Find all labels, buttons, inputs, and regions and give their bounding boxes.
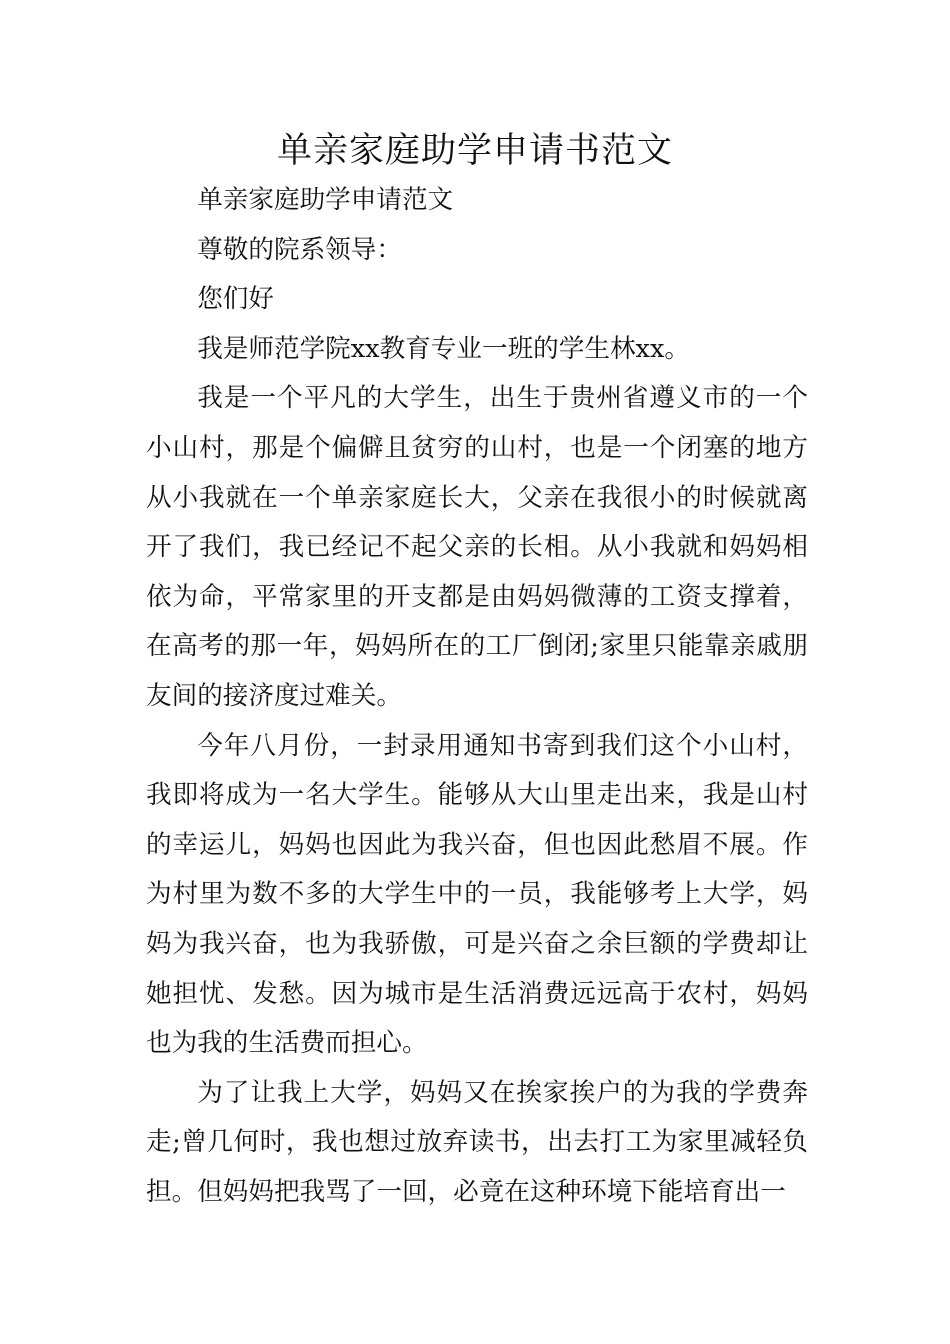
document-body [146,176,808,1217]
paragraph-admission: 今年八月份，一封录用通知书寄到我们这个小山村，我即将成为一名大学生。能够从大山里走出来，我是山村的幸运儿，妈妈也因此为我兴奋，但也因此愁眉不展。作为村里为数不多的大学生中的一员，我能够考上大学，妈妈为我兴奋，也为我骄傲，可是兴奋之余巨额的学费却让她担忧、发愁。因为城市是生活消费远远高于农村，妈妈也为我的生活费而担心。 [146,730,808,1059]
paragraph-salutation: 尊敬的院系领导： [197,234,402,265]
paragraph-background: 我是一个平凡的大学生，出生于贵州省遵义市的一个小山村，那是个偏僻且贫穷的山村，也是一个闭塞的地方从小我就在一个单亲家庭长大，父亲在我很小的时候就离开了我们，我已经记不起父亲的长相。从小我就和妈妈相依为命，平常家里的开支都是由妈妈微薄的工资支撑着，在高考的那一年，妈妈所在的工厂倒闭;家里只能靠亲戚朋友间的接济度过难关。 [146,383,808,711]
paragraph-greeting: 您们好 [197,284,274,315]
paragraph-subtitle: 单亲家庭助学申请范文 [197,185,454,215]
document-title: 单亲家庭助学申请书范文 [276,131,673,171]
paragraph-tuition: 为了让我上大学，妈妈又在挨家挨户的为我的学费奔走;曾几何时，我也想过放弃读书，出去打工为家里减轻负担。但妈妈把我骂了一回，必竟在这种环境下能培育出一 [146,1077,808,1207]
paragraph-introduction: 我是师范学院xx教育专业一班的学生林xx。 [197,333,691,364]
